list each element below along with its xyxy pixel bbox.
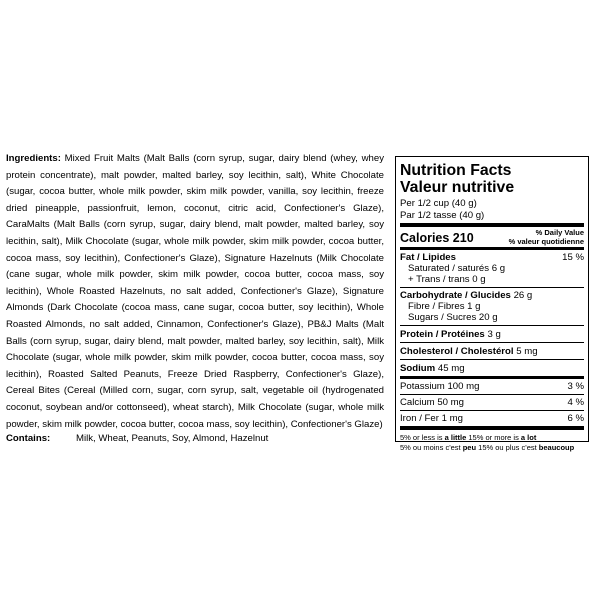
footnote-fr-peu: peu <box>462 442 477 452</box>
fat-dv: 15 % <box>562 252 584 263</box>
carbohydrate-label: Carbohydrate / Glucides <box>400 290 511 301</box>
sodium-value: 45 mg <box>437 363 465 374</box>
fibre-row <box>400 301 584 312</box>
iron-dv: 6 % <box>567 413 584 424</box>
ingredients-paragraph <box>6 151 384 433</box>
cholesterol-label: Cholesterol / Cholestérol <box>400 346 514 357</box>
footnote <box>400 430 584 452</box>
carbohydrate-value: 26 g <box>513 290 533 301</box>
saturated-label: Saturated / saturés 6 g <box>408 263 506 274</box>
footnote-fr-beaucoup: beaucoup <box>538 442 575 452</box>
sodium-row <box>400 360 584 376</box>
footnote-en-lot: a lot <box>520 433 537 442</box>
fat-label: Fat / Lipides <box>400 252 456 263</box>
potassium-row <box>400 379 584 394</box>
iron-label: Iron / Fer 1 mg <box>400 413 463 424</box>
footnote-en-little: a little <box>444 433 467 442</box>
ingredients-label: Ingredients: <box>6 153 61 164</box>
protein-label: Protein / Protéines <box>400 329 485 340</box>
cholesterol-value: 5 mg <box>516 346 538 357</box>
calcium-label: Calcium 50 mg <box>400 397 464 408</box>
iron-row <box>400 411 584 426</box>
sugars-label: Sugars / Sucres 20 g <box>408 312 498 323</box>
protein-value: 3 g <box>487 329 501 340</box>
footnote-en-part2: 15% or more is <box>466 433 521 442</box>
calcium-row <box>400 395 584 410</box>
sugars-row <box>400 312 584 325</box>
serving-size-en: Per 1/2 cup (40 g) <box>400 198 477 209</box>
contains-text: Milk, Wheat, Peanuts, Soy, Almond, Hazelnut <box>76 433 269 444</box>
contains-label: Contains: <box>6 433 51 444</box>
footnote-en <box>400 433 584 443</box>
calories-row <box>400 227 584 247</box>
fat-row <box>400 250 584 263</box>
daily-value-header <box>509 229 584 246</box>
serving-size-fr: Par 1/2 tasse (40 g) <box>400 209 485 221</box>
saturated-row <box>400 263 584 274</box>
sodium-label: Sodium <box>400 363 436 374</box>
calcium-dv: 4 % <box>567 397 584 408</box>
cholesterol-row <box>400 343 584 359</box>
daily-value-fr: % valeur quotidienne <box>508 236 584 246</box>
contains-line <box>6 432 384 446</box>
footnote-fr-part2: 15% ou plus c'est <box>476 442 539 452</box>
footnote-en-part1: 5% or less is <box>400 433 445 442</box>
potassium-dv: 3 % <box>567 381 584 392</box>
trans-label: + Trans / trans 0 g <box>408 274 486 285</box>
footnote-fr <box>400 443 584 453</box>
potassium-label: Potassium 100 mg <box>400 381 480 392</box>
trans-row <box>400 274 584 287</box>
nutrition-title-fr: Valeur nutritive <box>400 179 515 196</box>
fibre-label: Fibre / Fibres 1 g <box>408 301 481 312</box>
nutrition-facts-panel <box>395 156 589 452</box>
protein-row <box>400 326 584 342</box>
ingredients-text: Mixed Fruit Malts (Malt Balls (corn syrup, sugar, dairy blend (whey, whey protein concentrate), malt powder, malted barley, soy lecithin, salt), White Chocolate (sugar, cocoa butter, whole milk powder, skim milk powder, vanilla, soy lecithin, freeze dried pineapple, passionfruit, lemon, coconut, citric acid, Confectioner's Glaze), CaraMalts (Malt Balls (corn syrup, sugar, dairy blend, malt powder, malted barley, soy lecithin, salt), Milk Chocolate (sugar, whole milk powder, skim milk powder, cocoa butter, cocoa mass, soy lecithin), Confectioner's Glaze), Signature Hazelnuts (Milk Chocolate (cane sugar, whole milk powder, skim milk powder, cocoa butter, cocoa mass, soy lecithin), Whole Roasted Hazelnuts, no salt added, Confectioner's Glaze), Signature Almonds (Dark Chocolate (cocoa mass, cane sugar, cocoa butter, soy lecithin), Whole Roasted Almonds, no salt added, Cinnamon, Confectioner's Glaze), PB&J Malts (Malt Balls (corn syrup, sugar, dairy blend, malt powder, malted barley, soy lecithin, salt), Milk Chocolate (sugar, whole milk powder, skim milk powder, cocoa butter, cocoa mass, soy lecithin), Roasted Salted Peanuts, Freeze Dried Raspberry, Confectioner's Glaze), Cereal Bites (Cereal (Milled corn, sugar, corn syrup, salt, vegetable oil (hydrogenated coconut, soybean and/or cottonseed), wheat starch), Milk Chocolate (sugar, whole milk powder, skim milk powder, cocoa butter, cocoa mass, soy lecithin), Confectioner's Glaze) <box>6 153 384 430</box>
nutrition-title-en: Nutrition Facts <box>400 162 512 179</box>
carbohydrate-row <box>400 288 584 301</box>
daily-value-en: % Daily Value <box>535 228 584 237</box>
calories-label: Calories 210 <box>400 230 474 245</box>
footnote-fr-part1: 5% ou moins c'est <box>400 442 463 452</box>
